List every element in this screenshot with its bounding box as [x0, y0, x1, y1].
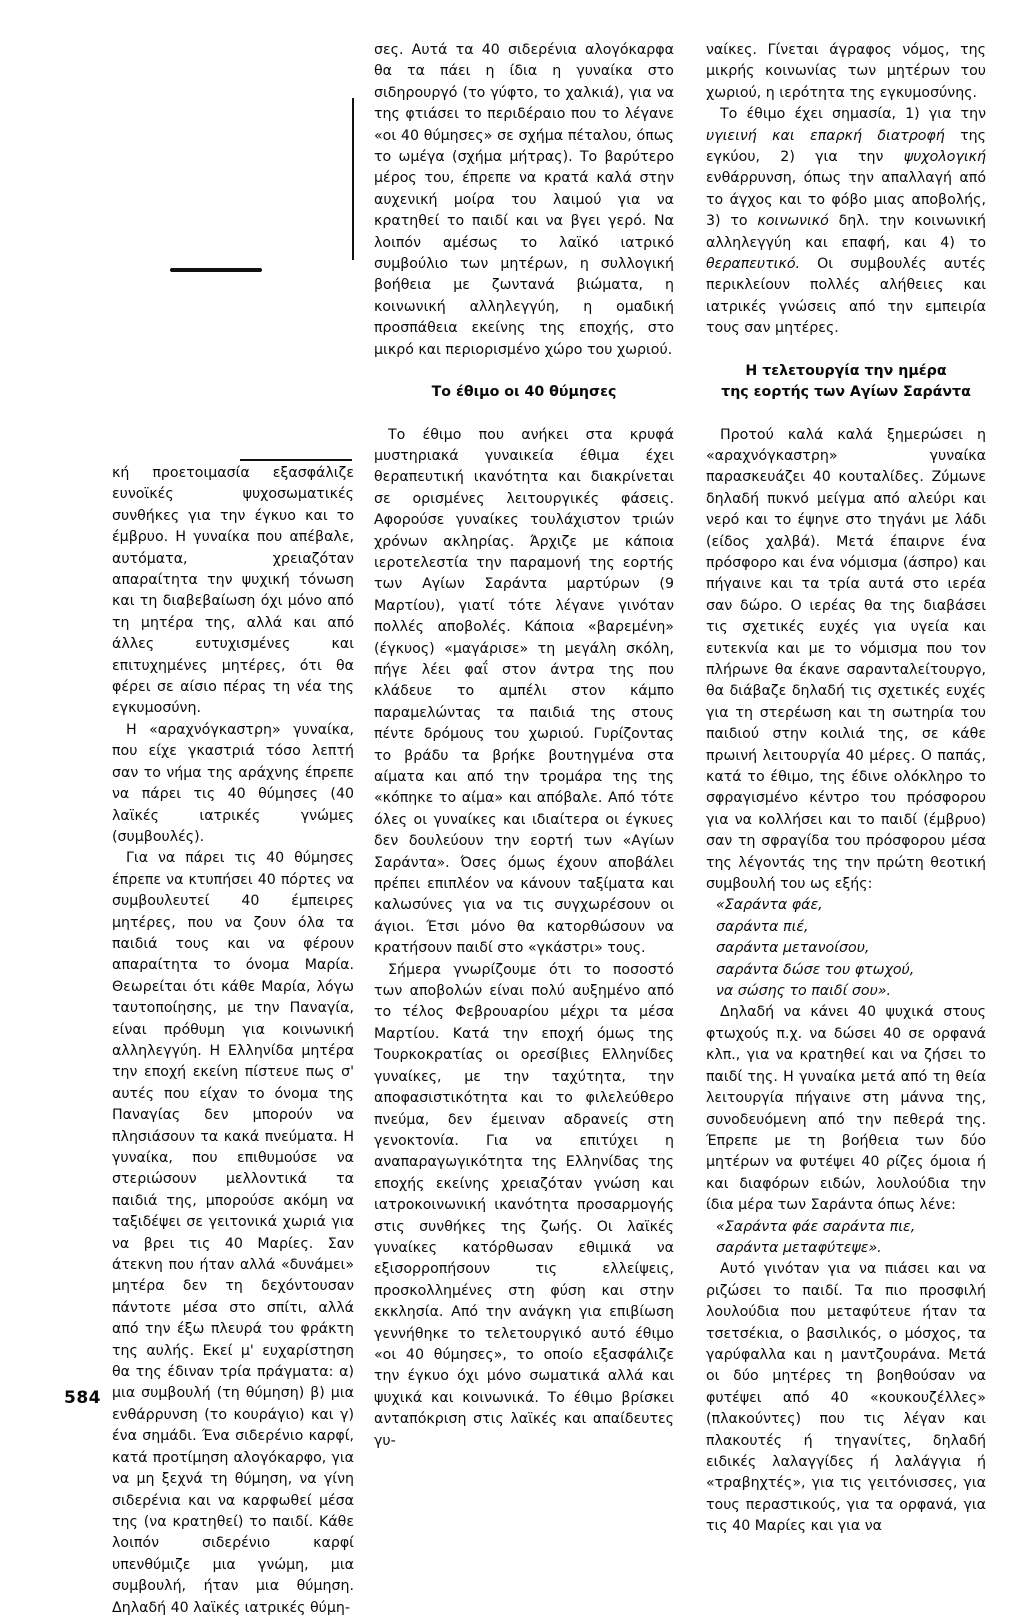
paragraph: Το έθιμο που ανήκει στα κρυφά μυστηριακά γυναικεία έθιμα έχει θεραπευτική ικανότητα και διακρίνεται σε ορισμένες λειτουργικές φάσεις. Αφορούσε γυναίκες τουλάχιστον τριών χρόνων ακληρίας. Άρχιζε με κάποια ιεροτελεστία την παραμονή της εορτής των Αγίων Σαράντα μαρτύρων (9 Μαρτίου), γιατί τότε λέγανε γινόταν πολλές αποβολές. Κάποια «βαρεμένη» (έγκυος) «μαγάρισε» τη μεγάλη σκόλη, πήγε λέει φαΐ στον άντρα της που κλάδευε το αμπέλι στον κάμπο παραμελώντας τα παιδιά της στους πέντε δρόμους του χωριού. Γυρίζοντας το βράδυ τα βρήκε βουτηγμένα στα αίματα και από την τρομάρα της της «κόπηκε το αίμα» και απόβαλε. Από τότε όλες οι γυναίκες και ιδιαίτερα οι έγκυες δεν δουλεύουν την εορτή των «Αγίων Σαράντα». Όσες όμως έχουν αποβάλει πρέπει επιπλέον να κάνουν ταξίματα και καλωσύνες για να τις συγχωρέσουν οι άγιοι. Έτσι μόνο θα κατορθώσουν να κρατήσουν παιδί στο «γκάστρι» τους.: [374, 426, 674, 957]
emphasis: κοινωνικό: [757, 213, 829, 230]
emphasis: θεραπευτικό.: [706, 256, 801, 273]
margin-rule-lower: [240, 459, 352, 461]
page-number: 584: [64, 1388, 101, 1408]
section-heading-line: Η τελετουργία την ημέρα: [745, 362, 947, 379]
verse-line: σαράντα πιέ,: [716, 918, 809, 935]
paragraph: [706, 104, 986, 339]
section-heading: [706, 361, 986, 404]
verse-line: σαράντα μεταφύτεψε».: [716, 1239, 882, 1256]
text-run: δηλ. την κοινωνική αλληλεγγύη και επαφή, και 4) το: [706, 213, 986, 251]
paragraph: Προτού καλά καλά ξημερώσει η «αραχνόγκαστρη» γυναίκα παρασκευάζει 40 κουταλίδες. Ζύμωνε δηλαδή πυκνό μείγμα από αλεύρι και νερό και το έψηνε στο τηγάνι με λάδι (είδος χαλβά). Μετά έπαιρνε ένα πρόσφορο και ένα νόμισμα (άσπρο) και πήγαινε και τα τρία αυτά στο ιερέα σαν δώρο. Ο ιερέας θα της διαβάσει τις σχετικές ευχές για υγεία και ευτεκνία και με το νόμισμα που τον πλήρωνε θα έκανε σαρανταλείτουργο, θα διάβαζε δηλαδή τις σχετικές ευχές για τη στερέωση και τη σωτηρία του παιδιού στην κοιλιά της, σε κάθε πρωινή λειτουργία 40 μέρες. Ο παπάς, κατά το έθιμο, της έδινε ολόκληρο το σφραγισμένο κέντρο του πρόσφορου για να κολλήσει και το παιδί (έμβρυο) σαν τη σφραγίδα του πρόσφορου μέσα της λέγοντάς της την πρώτη θεοτική συμβουλή του ως εξής:: [706, 426, 986, 893]
paragraph: κή προετοιμασία εξασφάλιζε ευνοϊκές ψυχοσωματικές συνθήκες για την έγκυο και το έμβρυο. Η γυναίκα που απέβαλε, αυτόματα, χρειαζόταν απαραίτητα την ψυχική τόνωση και τη διαβεβαίωση όχι μόνο από τη μητέρα της, αλλά και από άλλες ευτυχισμένες και επιτυχημένες μητέρες, ότι θα φέρει σε αίσιο πέρας τη νέα της εγκυμοσύνη.: [112, 465, 354, 717]
verse-line: σαράντα δώσε του φτωχού,: [716, 961, 915, 978]
paragraph: Σήμερα γνωρίζουμε ότι το ποσοστό των αποβολών είναι πολύ αυξημένο από το τέλος Φεβρουαρίου μέχρι τα μέσα Μαρτίου. Κατά την εποχή όμως της Τουρκοκρατίας οι ορεσίβιες Ελληνίδες γυναίκες, με την ταχύτητα, την αποφασιστικότητα και το φιλελεύθερο πνεύμα, δεν έμειναν αδρανείς στη γενοκτονία. Για να επιτύχει η αναπαραγωγικότητα της Ελληνίδας της εποχής εκείνης χρειαζόταν γνώση και ιατροκοινωνική ικανότητα προσαρμογής στις συνθήκες της ζωής. Οι λαϊκές γυναίκες κατόρθωσαν εθιμικά να εξισορροπήσουν τις ελλείψεις, προσκολλημένες στη φύση και στην εκκλησία. Από την ανάγκη για επιβίωση γεννήθηκε το τελετουργικό αυτό έθιμο «οι 40 θύμησες», το οποίο εξασφάλιζε την έγκυο όχι μόνο σωματικά αλλά και ψυχικά και κοινωνικά. Το έθιμο βρίσκει ανταπόκριση στις λαϊκές και απαίδευτες γυ-: [374, 961, 674, 1449]
verse-line: να σώσης το παιδί σου».: [716, 983, 892, 1000]
verse-line: σαράντα μετανοίσου,: [716, 940, 870, 957]
paragraph: Για να πάρει τις 40 θύμησες έπρεπε να κτυπήσει 40 πόρτες να συμβουλευτεί 40 έμπειρες μητέρες, που να ζουν όλα τα παιδιά τους και να φέρουν απαραίτητα το όνομα Μαρία. Θεωρείται ότι κάθε Μαρία, λόγω ταυτοποίησης, με την Παναγία, είναι πρόθυμη για κοινωνική αλληλεγγύη. Η Ελληνίδα μητέρα την εποχή εκείνη πίστευε πως σ' αυτές που είχαν το όνομα της Παναγίας δεν μπορούν να πλησιάσουν τα κακά πνεύματα. Η γυναίκα, που επιθυμούσε να στεριώσουν μελλοντικά τα παιδιά της, μπορούσε ακόμη να ταξιδέψει σε γειτονικά χωριά για να βρει τις 40 Μαρίες. Σαν άτεκνη που ήταν αλλά «δυνάμει» μητέρα δεν τη δεχόντουσαν πάντοτε μέσα στο σπίτι, αλλά από την έξω πλευρά του φράκτη της αυλής. Εκεί μ' ευχαρίστηση θα της έδιναν τρία πράγματα: α) μια συμβουλή (τη θύμηση) β) μια ενθάρρυνση (το κουράγιο) και γ) ένα σημάδι. Ένα σιδερένιο καρφί, κατά προτίμηση αλογόκαρφο, για να μη ξεχνά τη θύμηση, να γίνη σιδερένια και να καρφωθεί μέσα της (να κρατηθεί) το παιδί. Κάθε λοιπόν σιδερένιο καρφί υπενθύμιζε μια γνώμη, μια συμβουλή, ήταν μια θύμηση. Δηλαδή 40 λαϊκές ιατρικές θύμη-: [112, 850, 354, 1616]
paragraph: Δηλαδή να κάνει 40 ψυχικά στους φτωχούς π.χ. να δώσει 40 σε ορφανά κλπ., για να κρατηθεί και να ζήσει το παιδί της. Η γυναίκα μετά από τη θεία λειτουργία πήγαινε στη μάννα της, συνοδευόμενη από την πεθερά της. Έπρεπε με τη βοήθεια των δύο μητέρων να φυτέψει 40 ρίζες όμοια ή και διαφόρων ειδών, λουλούδια την ίδια μέρα των Σαράντα όπως λένε:: [706, 1004, 986, 1214]
text-run: ενθάρρυνση, όπως την απαλλαγή από το άγχος και το φόβο μιας αποβολής, 3) το: [706, 170, 986, 230]
column-2: [374, 40, 674, 1452]
margin-rule-upper: [352, 98, 354, 260]
text-run: Το έθιμο έχει σημασία, 1) για την: [720, 106, 986, 123]
emphasis: υγιεινή και επαρκή διατροφή: [706, 127, 945, 144]
paragraph: ναίκες. Γίνεται άγραφος νόμος, της μικρής κοινωνίας των μητέρων του χωριού, η ιερότητα της εγκυμοσύνης.: [706, 42, 986, 101]
emphasis: ψυχολογική: [903, 149, 986, 166]
section-heading-line: της εορτής των Αγίων Σαράντα: [721, 384, 971, 401]
paragraph: Η «αραχνόγκαστρη» γυναίκα, που είχε γκαστριά τόσο λεπτή σαν το νήμα της αράχνης έπρεπε να πάρει τις 40 θύμησες (40 λαϊκές ιατρικές γνώμες (συμβουλές).: [112, 721, 354, 845]
column-1: [112, 463, 354, 1619]
verse-line: «Σαράντα φάε σαράντα πιε,: [716, 1218, 916, 1235]
text-run: της εγκύου, 2) για την: [706, 127, 986, 166]
paragraph: σες. Αυτά τα 40 σιδερένια αλογόκαρφα θα τα πάει η ίδια η γυναίκα στο σιδηρουργό (το γύφτο, το χαλκιά), για να της φτιάσει το περιδέραιο που το λέγανε «οι 40 θύμησες» σε σχήμα πέταλου, όπως το ωμέγα (σχήμα μήτρας). Το βαρύτερο μέρος του, έπρεπε να κρατά καλά στην αυχενική μοίρα του λαιμού για να κρατηθεί το παιδί και να βγει γερό. Να λοιπόν αμέσως το λαϊκό ιατρικό συμβούλιο των μητέρων, η συλλογική βοήθεια με ζωντανά βιώματα, η κοινωνική αλληλεγγύη, η ομαδική προσπάθεια εκείνης της εποχής, στο μικρό και περιορισμένο χώρο του χωριού.: [374, 42, 674, 358]
verse-line: «Σαράντα φάε,: [716, 897, 823, 914]
section-heading: Το έθιμο οι 40 θύμησες: [431, 384, 617, 401]
text-run: Οι συμβουλές αυτές περικλείουν πολλές αλήθειες και ιατρικές γνώσεις από την εμπειρία τους σαν μητέρες.: [706, 256, 986, 337]
paragraph: Αυτό γινόταν για να πιάσει και να ριζώσει το παιδί. Τα πιο προσφιλή λουλούδια που μεταφύτευε ήταν τα τσετσέκια, ο βασιλικός, ο μόσχος, τα γαρύφαλλα και η μαντζουράνα. Μετά οι δύο μητέρες τη βοηθούσαν να φυτέψει από 40 «κουκουζέλλες» (πλακούντες) που τις λέγαν και πλακουτές ή τηγανίτες, δηλαδή ειδικές λαλαγγίδες ή λαλάγγια ή «τραβηχτές», για τις γειτόνισσες, για τους περαστικούς, για τα ορφανά, για τις 40 Μαρίες και για να: [706, 1261, 986, 1535]
column-3: [706, 40, 986, 1538]
margin-mark: [170, 268, 262, 272]
